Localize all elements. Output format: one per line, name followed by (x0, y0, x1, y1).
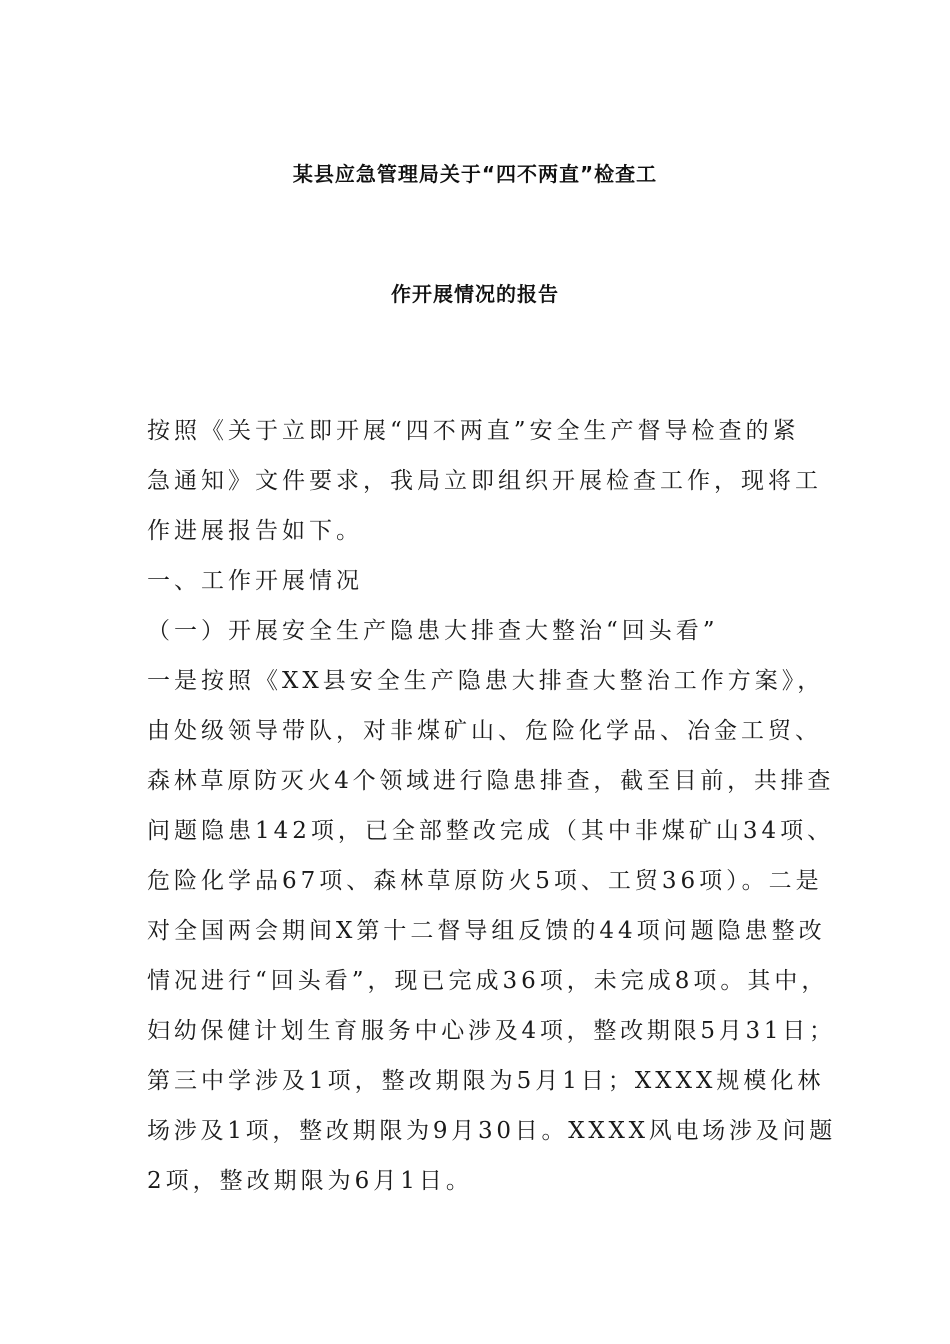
document-body (147, 406, 837, 1206)
body-line: 情况进行“回头看”，现已完成36项，未完成8项。其中， (147, 968, 829, 994)
document-title-line-1: 某县应急管理局关于“四不两直”检查工 (292, 162, 658, 186)
body-line: 急通知》文件要求，我局立即组织开展检查工作，现将工 (147, 468, 822, 494)
subsection-heading: （一）开展安全生产隐患大排查大整治“回头看” (147, 618, 719, 644)
document-title-line-2: 作开展情况的报告 (391, 282, 559, 306)
body-line: 妇幼保健计划生育服务中心涉及4项，整改期限5月31日； (147, 1018, 836, 1044)
body-line: 2项，整改期限为6月1日。 (147, 1168, 473, 1194)
body-line: 对全国两会期间X第十二督导组反馈的44项问题隐患整改 (147, 918, 826, 944)
body-line: 场涉及1项，整改期限为9月30日。XXXX风电场涉及问题 (147, 1118, 837, 1144)
body-line: 第三中学涉及1项，整改期限为5月1日；XXXX规模化林 (147, 1068, 825, 1094)
section-heading: 一、工作开展情况 (147, 568, 363, 594)
body-line: 由处级领导带队，对非煤矿山、危险化学品、冶金工贸、 (147, 718, 822, 744)
body-line: 问题隐患142项，已全部整改完成（其中非煤矿山34项、 (147, 818, 835, 844)
body-line: 危险化学品67项、森林草原防火5项、工贸36项）。二是 (147, 868, 823, 894)
body-line: 森林草原防灭火4个领域进行隐患排查，截至目前，共排查 (147, 768, 835, 794)
body-line: 一是按照《XX县安全生产隐患大排查大整治工作方案》， (147, 668, 825, 694)
body-line: 作进展报告如下。 (147, 518, 363, 544)
body-line: 按照《关于立即开展“四不两直”安全生产督导检查的紧 (147, 418, 800, 444)
